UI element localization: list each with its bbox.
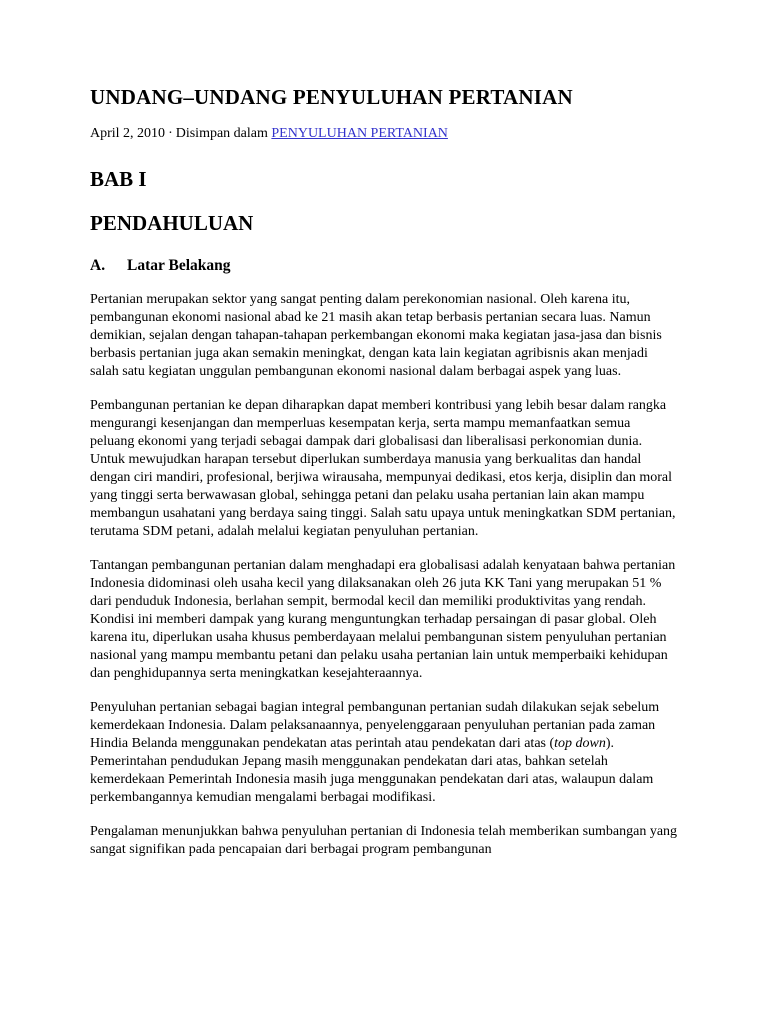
section-heading <box>90 256 678 275</box>
saved-in-label: Disimpan dalam <box>175 126 268 141</box>
article-title: UNDANG–UNDANG PENYULUHAN PERTANIAN <box>90 85 573 109</box>
paragraph-1: Pertanian merupakan sektor yang sangat penting dalam perekonomian nasional. Oleh karena itu, pembangunan ekonomi nasional abad ke 21 masih akan tetap berbasis pertanian secara luas. Namun demikian, sejalan dengan tahapan-tahapan perkembangan ekonomi maka kegiatan jasa-jasa dan bisnis berbasis pertanian juga akan semakin meningkat, dengan kata lain kegiatan agribisnis akan menjadi salah satu kegiatan unggulan pembangunan ekonomi nasional dalam berbagai aspek yang luas. <box>90 292 662 379</box>
paragraph-4-text: Penyuluhan pertanian sebagai bagian integral pembangunan pertanian sudah dilakukan sejak sebelum kemerdekaan Indonesia. Dalam pelaksanaannya, penyelenggaraan penyuluhan pertanian pada zaman Hindia Belanda menggunakan pendekatan atas perintah atau pendekatan dari atas ( <box>90 700 660 751</box>
chapter-title-heading: PENDAHULUAN <box>90 211 254 235</box>
post-meta <box>90 125 678 143</box>
paragraph-5: Pengalaman menunjukkan bahwa penyuluhan pertanian di Indonesia telah memberikan sumbangan yang sangat signifikan pada pencapaian dari berbagai program pembangunan <box>90 824 678 857</box>
section-letter: A. <box>90 257 106 274</box>
section-title: Latar Belakang <box>127 257 231 274</box>
paragraph-3: Tantangan pembangunan pertanian dalam menghadapi era globalisasi adalah kenyataan bahwa pertanian Indonesia didominasi oleh usaha kecil yang dilaksanakan oleh 26 juta KK Tani yang merupakan 51 % dari penduduk Indonesia, berlahan sempit, bermodal kecil dan memiliki produktivitas yang rendah. Kondisi ini memberi dampak yang kurang menguntungkan terhadap persaingan di pasar global. Oleh karena itu, diperlukan usaha khusus pemberdayaan melalui pembangunan sistem penyuluhan pertanian nasional yang mampu membantu petani dan pelaku usaha pertanian lain untuk memperbaiki kehidupan dan penghidupannya serta meningkatkan kesejahteraannya. <box>90 558 676 681</box>
paragraph-4-italic-phrase: top down <box>554 736 606 751</box>
paragraph-2: Pembangunan pertanian ke depan diharapkan dapat memberi kontribusi yang lebih besar dalam rangka mengurangi kesenjangan dan memperluas kesempatan kerja, serta mampu memanfaatkan semua peluang ekonomi yang terjadi sebagai dampak dari globalisasi dan liberalisasi perkonomian dunia. Untuk mewujudkan harapan tersebut diperlukan sumberdaya manusia yang berkualitas dan handal dengan ciri mandiri, profesional, berjiwa wirausaha, mempunyai dedikasi, etos kerja, disiplin dan moral yang tinggi serta berwawasan global, sehingga petani dan pelaku usaha pertanian lain akan mampu membangun usahatani yang berdaya saing tinggi. Salah satu upaya untuk meningkatkan SDM pertanian, terutama SDM petani, adalah melalui kegiatan penyuluhan pertanian. <box>90 398 676 539</box>
paragraph-4 <box>90 699 678 807</box>
chapter-number-heading: BAB I <box>90 167 147 191</box>
dot-separator: · <box>168 126 173 141</box>
post-date: April 2, 2010 <box>90 126 166 141</box>
category-link[interactable]: PENYULUHAN PERTANIAN <box>271 126 448 141</box>
paragraph-4-text-end: ). Pemerintahan pendudukan Jepang masih menggunakan pendekatan dari atas, bahkan setelah kemerdekaan Pemerintah Indonesia masih juga menggunakan pendekatan dari atas, walaupun dalam perkembangannya kemudian mengalami berbagai modifikasi. <box>90 736 654 805</box>
